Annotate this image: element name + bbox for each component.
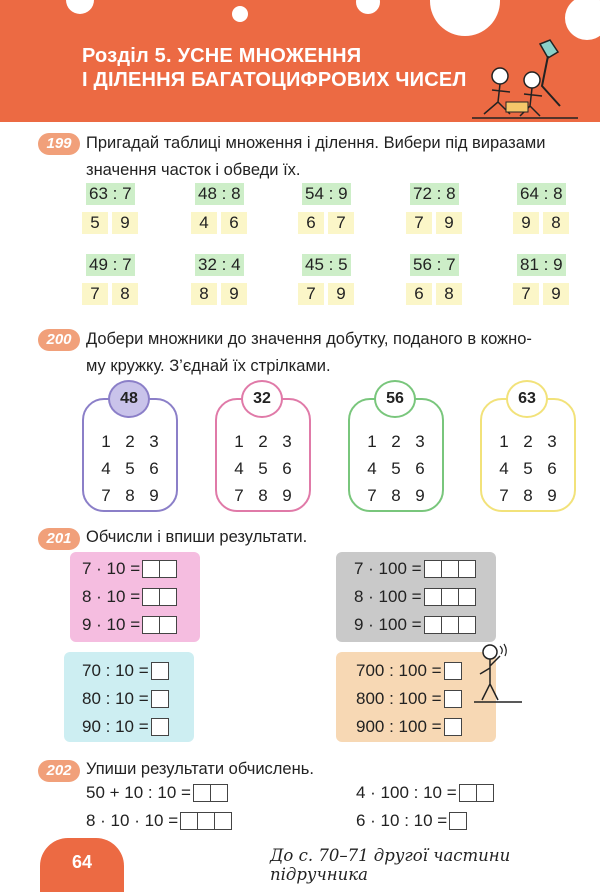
- division-expression: 32 : 4: [195, 254, 244, 276]
- equation-text: 7 · 100 =: [354, 558, 422, 578]
- answer-option[interactable]: 9: [436, 212, 462, 234]
- answer-option[interactable]: 6: [406, 283, 432, 305]
- answer-box[interactable]: [424, 616, 442, 634]
- digit[interactable]: 9: [149, 486, 159, 505]
- answer-box[interactable]: [476, 784, 494, 802]
- task-number-badge: 199: [38, 133, 80, 155]
- equation-text: 90 : 10 =: [82, 716, 149, 736]
- digit[interactable]: 8: [258, 486, 268, 505]
- digit[interactable]: 9: [282, 486, 292, 505]
- equation-text: 800 : 100 =: [356, 688, 442, 708]
- chapter-title: Розділ 5. УСНЕ МНОЖЕННЯ І ДІЛЕННЯ БАГАТОЦИФРОВИХ ЧИСЕЛ: [82, 45, 467, 91]
- digit[interactable]: 7: [101, 486, 111, 505]
- textbook-reference: До с. 70–71 другої частини підручника: [270, 846, 511, 884]
- answer-box[interactable]: [441, 616, 459, 634]
- digit[interactable]: 1: [367, 432, 377, 451]
- equation-text: 8 · 10 =: [82, 586, 141, 606]
- answer-box[interactable]: [444, 690, 462, 708]
- answer-option[interactable]: 7: [298, 283, 324, 305]
- digit[interactable]: 2: [391, 432, 401, 451]
- equation: [354, 612, 476, 636]
- answer-option[interactable]: 6: [221, 212, 247, 234]
- decor-dot: [430, 0, 500, 36]
- digit[interactable]: 6: [415, 459, 425, 478]
- digit[interactable]: 9: [415, 486, 425, 505]
- equation: [82, 556, 177, 580]
- digit[interactable]: 7: [234, 486, 244, 505]
- answer-box[interactable]: [458, 616, 476, 634]
- division-expression: 56 : 7: [410, 254, 459, 276]
- equation: [356, 658, 462, 682]
- task-instruction: Упиши результати обчислень.: [86, 760, 314, 778]
- digit[interactable]: 8: [125, 486, 135, 505]
- decor-dot: [565, 0, 600, 40]
- answer-box[interactable]: [424, 588, 442, 606]
- digit[interactable]: 2: [125, 432, 135, 451]
- decor-dot: [356, 0, 380, 14]
- equation: [82, 714, 169, 738]
- equation-text: 8 · 10 · 10 =: [86, 810, 179, 830]
- equation-text: 6 · 10 : 10 =: [356, 810, 448, 830]
- answer-option[interactable]: 8: [191, 283, 217, 305]
- answer-option[interactable]: 4: [191, 212, 217, 234]
- digit[interactable]: 2: [258, 432, 268, 451]
- equation: [356, 808, 467, 832]
- digit[interactable]: 4: [499, 459, 509, 478]
- answer-box[interactable]: [441, 560, 459, 578]
- answer-option[interactable]: 7: [328, 212, 354, 234]
- digit[interactable]: 6: [282, 459, 292, 478]
- digit[interactable]: 1: [234, 432, 244, 451]
- division-expression: 45 : 5: [302, 254, 351, 276]
- digit[interactable]: 3: [282, 432, 292, 451]
- answer-box[interactable]: [214, 812, 232, 830]
- answer-option[interactable]: 9: [513, 212, 539, 234]
- answer-box[interactable]: [151, 718, 169, 736]
- answer-box[interactable]: [210, 784, 228, 802]
- product-circle: 48: [108, 380, 150, 418]
- equation: [356, 780, 494, 804]
- answer-box[interactable]: [180, 812, 198, 830]
- equation-text: 50 + 10 : 10 =: [86, 782, 191, 802]
- digit[interactable]: 1: [101, 432, 111, 451]
- answer-box[interactable]: [159, 616, 177, 634]
- equation: [82, 584, 177, 608]
- answer-box[interactable]: [197, 812, 215, 830]
- digit[interactable]: 2: [523, 432, 533, 451]
- answer-box[interactable]: [449, 812, 467, 830]
- decor-dot: [232, 6, 248, 22]
- digit[interactable]: 3: [149, 432, 159, 451]
- division-expression: 49 : 7: [86, 254, 135, 276]
- digit-grid: [227, 428, 299, 509]
- digit[interactable]: 4: [367, 459, 377, 478]
- answer-option[interactable]: 9: [543, 283, 569, 305]
- division-expression: 54 : 9: [302, 183, 351, 205]
- digit[interactable]: 6: [547, 459, 557, 478]
- answer-box[interactable]: [142, 616, 160, 634]
- answer-option[interactable]: 8: [112, 283, 138, 305]
- answer-option[interactable]: 5: [82, 212, 108, 234]
- digit[interactable]: 5: [258, 459, 268, 478]
- equation-text: 9 · 100 =: [354, 614, 422, 634]
- answer-box[interactable]: [151, 662, 169, 680]
- task-instruction: Добери множники до значення добутку, поданого в кожно- му кружку. З’єднай їх стрілками.: [86, 330, 532, 375]
- answer-box[interactable]: [444, 718, 462, 736]
- answer-option[interactable]: 7: [513, 283, 539, 305]
- page-number: 64: [40, 838, 124, 892]
- equation: [82, 612, 177, 636]
- division-expression: 72 : 8: [410, 183, 459, 205]
- product-circle: 56: [374, 380, 416, 418]
- equation-text: 7 · 10 =: [82, 558, 141, 578]
- digit[interactable]: 6: [149, 459, 159, 478]
- division-expression: 81 : 9: [517, 254, 566, 276]
- answer-box[interactable]: [193, 784, 211, 802]
- digit[interactable]: 5: [391, 459, 401, 478]
- digit[interactable]: 7: [367, 486, 377, 505]
- answer-box[interactable]: [458, 588, 476, 606]
- task-instruction: Пригадай таблиці множення і ділення. Вибери під виразами значення часток і обведи їх.: [86, 134, 546, 179]
- thinking-figure-illustration: [470, 642, 526, 706]
- equation: [86, 780, 228, 804]
- equation-text: 900 : 100 =: [356, 716, 442, 736]
- equation: [354, 584, 476, 608]
- digit[interactable]: 4: [234, 459, 244, 478]
- digit-grid: [94, 428, 166, 509]
- answer-box[interactable]: [142, 560, 160, 578]
- equation: [356, 686, 462, 710]
- answer-option[interactable]: 8: [436, 283, 462, 305]
- equation: [82, 686, 169, 710]
- answer-box[interactable]: [159, 588, 177, 606]
- answer-option[interactable]: 7: [82, 283, 108, 305]
- digit-grid: [492, 428, 564, 509]
- digit[interactable]: 1: [499, 432, 509, 451]
- digit[interactable]: 5: [125, 459, 135, 478]
- product-circle: 32: [241, 380, 283, 418]
- answer-option[interactable]: 8: [543, 212, 569, 234]
- division-expression: 48 : 8: [195, 183, 244, 205]
- answer-box[interactable]: [142, 588, 160, 606]
- digit[interactable]: 5: [523, 459, 533, 478]
- answer-box[interactable]: [159, 560, 177, 578]
- decor-dot: [66, 0, 94, 14]
- equation: [356, 714, 462, 738]
- digit[interactable]: 9: [547, 486, 557, 505]
- answer-option[interactable]: 6: [298, 212, 324, 234]
- reading-children-illustration: [470, 36, 580, 120]
- answer-box[interactable]: [424, 560, 442, 578]
- equation-text: 4 · 100 : 10 =: [356, 782, 457, 802]
- equation: [86, 808, 232, 832]
- answer-option[interactable]: 7: [406, 212, 432, 234]
- answer-box[interactable]: [444, 662, 462, 680]
- digit[interactable]: 3: [415, 432, 425, 451]
- division-expression: 63 : 7: [86, 183, 135, 205]
- equation-text: 8 · 100 =: [354, 586, 422, 606]
- answer-box[interactable]: [151, 690, 169, 708]
- equation: [354, 556, 476, 580]
- equation: [82, 658, 169, 682]
- answer-option[interactable]: 9: [328, 283, 354, 305]
- task-number-badge: 202: [38, 760, 80, 782]
- equation-text: 70 : 10 =: [82, 660, 149, 680]
- answer-box[interactable]: [459, 784, 477, 802]
- equation-text: 700 : 100 =: [356, 660, 442, 680]
- answer-box[interactable]: [458, 560, 476, 578]
- task-instruction: Обчисли і впиши результати.: [86, 528, 308, 546]
- digit[interactable]: 8: [523, 486, 533, 505]
- task-number-badge: 200: [38, 329, 80, 351]
- division-expression: 64 : 8: [517, 183, 566, 205]
- answer-option[interactable]: 9: [112, 212, 138, 234]
- digit[interactable]: 4: [101, 459, 111, 478]
- answer-option[interactable]: 9: [221, 283, 247, 305]
- equation-text: 9 · 10 =: [82, 614, 141, 634]
- task-number-badge: 201: [38, 528, 80, 550]
- equation-text: 80 : 10 =: [82, 688, 149, 708]
- digit[interactable]: 7: [499, 486, 509, 505]
- digit[interactable]: 3: [547, 432, 557, 451]
- digit-grid: [360, 428, 432, 509]
- digit[interactable]: 8: [391, 486, 401, 505]
- product-circle: 63: [506, 380, 548, 418]
- answer-box[interactable]: [441, 588, 459, 606]
